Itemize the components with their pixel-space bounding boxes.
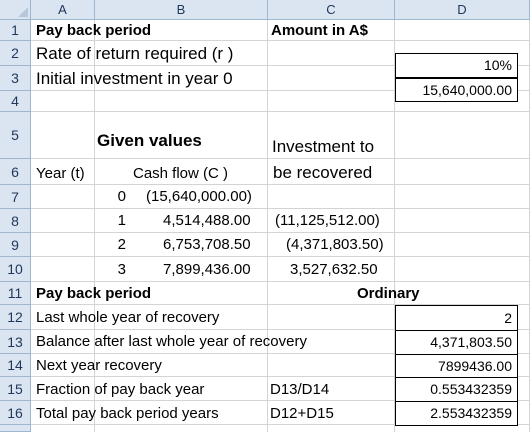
row-header-10[interactable]: 10 [0,257,31,282]
row-header-7[interactable]: 7 [0,185,31,209]
gridline [31,281,530,282]
cell-c10[interactable]: 3,527,632.50 [290,261,378,278]
cell-d16[interactable]: 2.553432359 [395,401,518,426]
cell-a6[interactable]: Year (t) [36,165,85,182]
cell-b5[interactable]: Given values [97,131,202,150]
cell-c15[interactable]: D13/D14 [270,381,330,398]
gridline [31,111,530,112]
gridline [31,232,530,233]
row-header-2[interactable]: 2 [0,41,31,66]
row-header-8[interactable]: 8 [0,209,31,233]
cell-b9-cash[interactable]: 6,753,708.50 [163,236,251,253]
row-header-14[interactable]: 14 [0,354,31,377]
row-header-11[interactable]: 11 [0,282,31,305]
cell-d3[interactable]: 15,640,000.00 [395,78,518,102]
cell-a14[interactable]: Next year recovery [36,357,162,374]
cell-d2[interactable]: 10% [395,53,518,78]
cell-b7-cash[interactable]: (15,640,000.00) [146,188,252,205]
cell-d14[interactable]: 7899436.00 [395,354,518,378]
gridline [31,40,530,41]
cell-b8-cash[interactable]: 4,514,488.00 [163,212,251,229]
row-header-17[interactable] [0,425,31,432]
cell-c8[interactable]: (11,125,512.00) [275,212,380,229]
column-header-b[interactable]: B [95,0,268,20]
column-header-c[interactable]: C [268,0,395,20]
row-header-9[interactable]: 9 [0,233,31,257]
row-header-4[interactable]: 4 [0,91,31,112]
gridline [267,20,268,432]
gridline [31,158,530,159]
cell-c5[interactable]: Investment to [272,137,375,156]
cell-d12[interactable]: 2 [395,305,518,331]
cell-c16[interactable]: D12+D15 [270,405,334,422]
row-header-15[interactable]: 15 [0,377,31,401]
column-header-a[interactable]: A [31,0,95,20]
cell-c9[interactable]: (4,371,803.50) [286,236,384,253]
cell-a12[interactable]: Last whole year of recovery [36,309,220,326]
cell-b7-year[interactable]: 0 [117,188,126,205]
cell-a2[interactable]: Rate of return required (r ) [36,44,234,63]
cell-a3[interactable]: Initial investment in year 0 [36,69,233,88]
cell-d15[interactable]: 0.553432359 [395,377,518,402]
row-header-1[interactable]: 1 [0,20,31,41]
cell-b6[interactable]: Cash flow (C ) [133,165,229,182]
cell-c1[interactable]: Amount in A$ [271,22,368,39]
cell-c11[interactable]: Ordinary [357,285,420,302]
cell-b10-year[interactable]: 3 [117,261,126,278]
row-header-13[interactable]: 13 [0,330,31,354]
select-all-corner[interactable] [0,0,31,20]
gridline [31,256,530,257]
cell-a15[interactable]: Fraction of pay back year [36,381,205,398]
column-header-d[interactable]: D [395,0,530,20]
cell-a1[interactable]: Pay back period [36,22,152,39]
cell-a13[interactable]: Balance after last whole year of recovery [36,333,307,350]
cell-a16[interactable]: Total pay back period years [36,405,219,422]
cell-b9-year[interactable]: 2 [117,236,126,253]
row-header-6[interactable]: 6 [0,159,31,185]
cell-d13[interactable]: 4,371,803.50 [395,330,518,355]
cell-b8-year[interactable]: 1 [117,212,126,229]
cell-c6[interactable]: be recovered [273,163,373,182]
row-header-12[interactable]: 12 [0,305,31,330]
row-header-3[interactable]: 3 [0,66,31,91]
gridline [31,184,530,185]
gridline [31,208,530,209]
row-header-5[interactable]: 5 [0,112,31,159]
row-header-16[interactable]: 16 [0,401,31,425]
cell-b10-cash[interactable]: 7,899,436.00 [163,261,251,278]
cell-a11[interactable]: Pay back period [36,285,152,302]
